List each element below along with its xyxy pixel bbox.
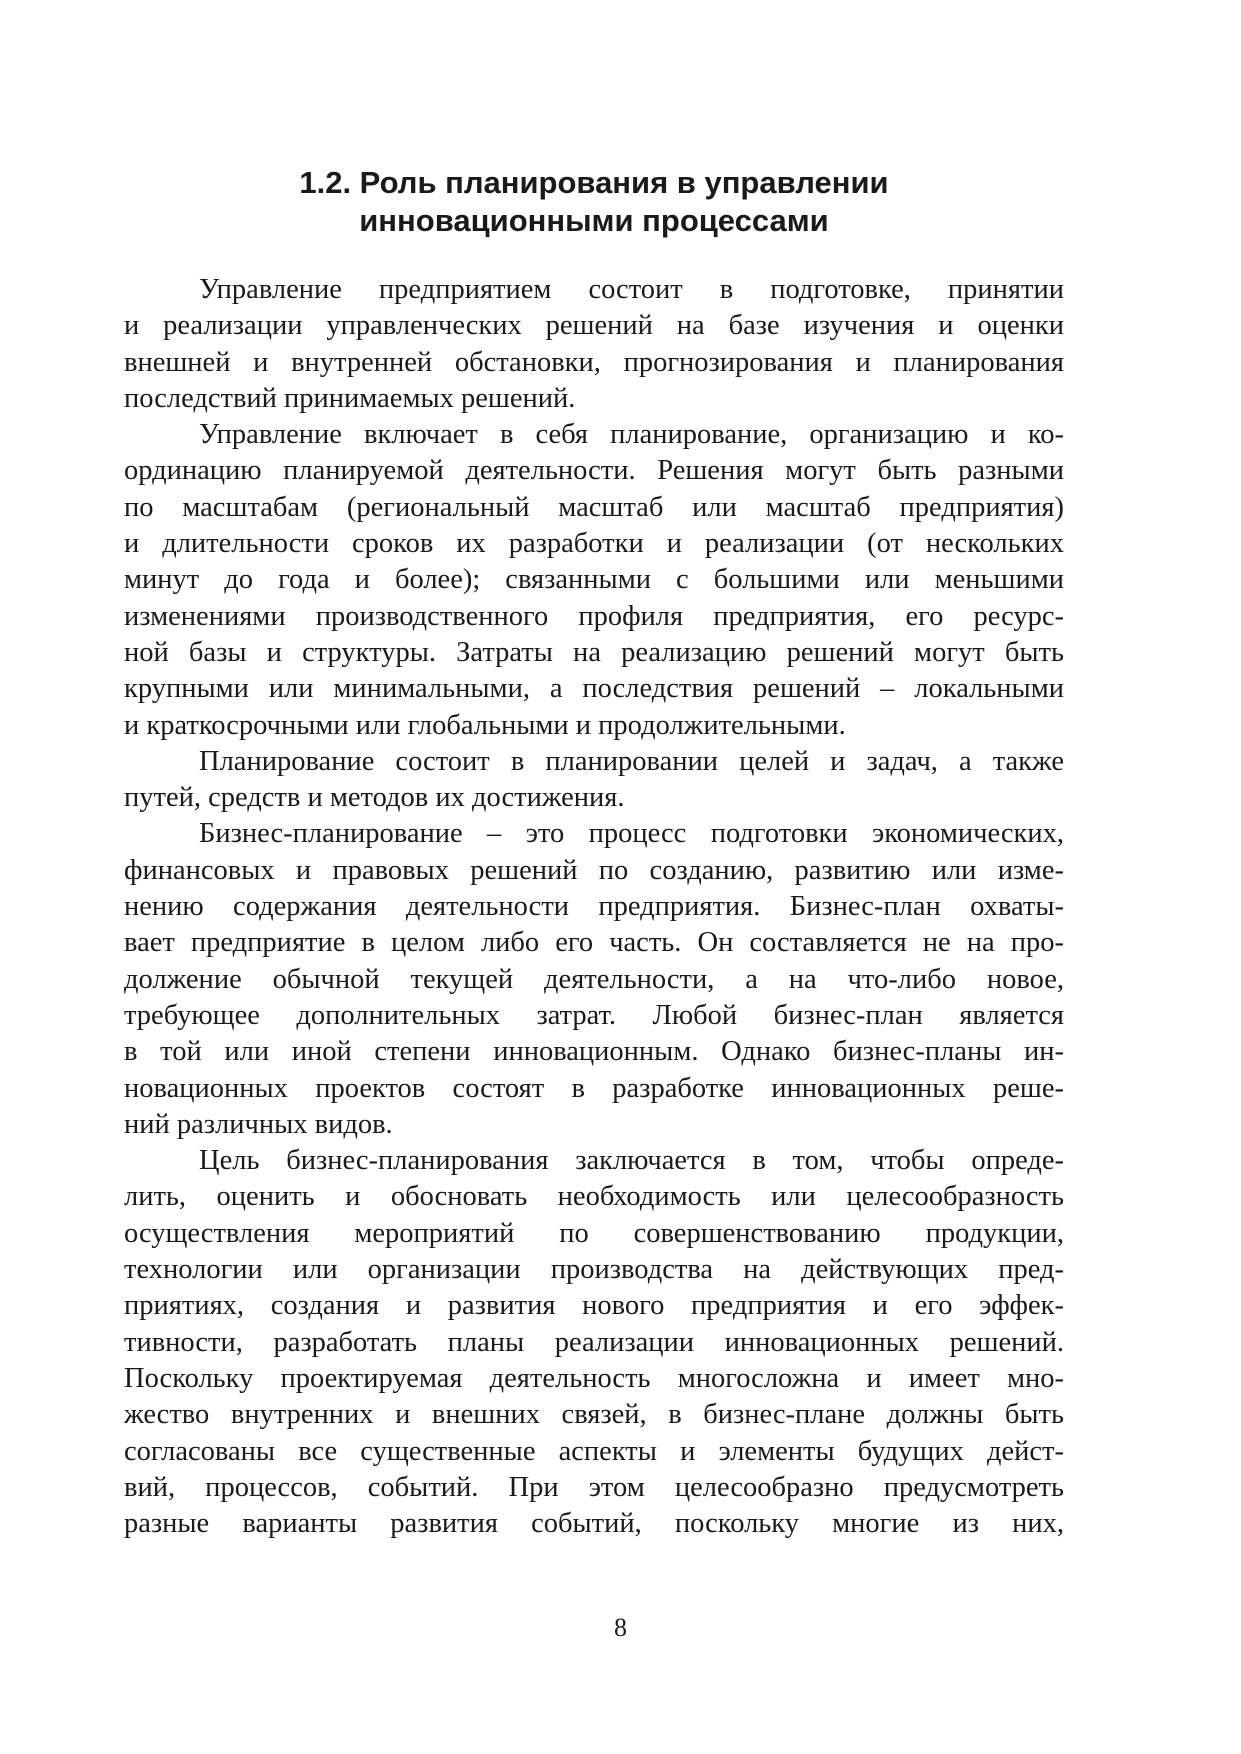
text-line: последствий принимаемых решений. xyxy=(124,382,576,414)
text-line: согласованы все существенные аспекты и элементы будущих дейст- xyxy=(124,1435,1064,1467)
section-heading xyxy=(124,164,1064,240)
text-line: Поскольку проектируемая деятельность многосложна и имеет мно- xyxy=(124,1362,1064,1394)
text-line: Бизнес-планирование – это процесс подготовки экономических, xyxy=(199,818,1064,850)
text-line: и краткосрочными или глобальными и продолжительными. xyxy=(124,709,846,741)
text-line: тивности, разработать планы реализации инновационных решений. xyxy=(124,1326,1064,1358)
text-line: приятиях, создания и развития нового предприятия и его эффек- xyxy=(124,1290,1064,1322)
section-heading-line-1: 1.2. Роль планирования в управлении xyxy=(299,165,889,200)
text-line: Управление предприятием состоит в подготовке, принятии xyxy=(199,274,1064,305)
text-line: лить, оценить и обосновать необходимость или целесообразность xyxy=(124,1181,1064,1213)
text-line: финансовых и правовых решений по созданию, развитию или изме- xyxy=(124,854,1064,886)
text-line: вает предприятие в целом либо его часть. Он составляется не на про- xyxy=(124,927,1064,959)
text-line: ной базы и структуры. Затраты на реализацию решений могут быть xyxy=(124,636,1064,668)
text-line: внешней и внутренней обстановки, прогнозирования и планирования xyxy=(124,346,1064,378)
text-line: Управление включает в себя планирование, организацию и ко- xyxy=(199,419,1064,451)
text-line: по масштабам (региональный масштаб или масштаб предприятия) xyxy=(124,491,1064,523)
page-number: 8 xyxy=(614,1613,627,1642)
text-line: крупными или минимальными, а последствия решений – локальными xyxy=(124,673,1064,705)
text-line: ординацию планируемой деятельности. Решения могут быть разными xyxy=(124,455,1064,487)
text-line: новационных проектов состоят в разработке инновационных реше- xyxy=(124,1072,1064,1104)
text-line: ний различных видов. xyxy=(124,1108,393,1140)
text-line: путей, средств и методов их достижения. xyxy=(124,782,625,814)
text-line: осуществления мероприятий по совершенствованию продукции, xyxy=(124,1217,1064,1249)
text-line: и реализации управленческих решений на базе изучения и оценки xyxy=(124,310,1064,342)
text-line: жество внутренних и внешних связей, в бизнес-плане должны быть xyxy=(124,1399,1064,1431)
text-line: должение обычной текущей деятельности, а на что-либо новое, xyxy=(124,963,1064,995)
section-heading-line-2: инновационными процессами xyxy=(359,203,829,238)
text-line: минут до года и более); связанными с большими или меньшими xyxy=(124,564,1064,596)
text-line: нению содержания деятельности предприятия. Бизнес-план охваты- xyxy=(124,891,1064,923)
text-line: технологии или организации производства на действующих пред- xyxy=(124,1254,1064,1286)
text-line: Цель бизнес-планирования заключается в том, чтобы опреде- xyxy=(199,1145,1064,1177)
text-line: разные варианты развития событий, поскольку многие из них, xyxy=(124,1508,1064,1540)
body-text xyxy=(124,272,1064,1542)
text-line: вий, процессов, событий. При этом целесообразно предусмотреть xyxy=(124,1471,1064,1503)
text-line: в той или иной степени инновационным. Однако бизнес-планы ин- xyxy=(124,1036,1064,1068)
text-line: требующее дополнительных затрат. Любой бизнес-план является xyxy=(124,999,1064,1031)
text-line: и длительности сроков их разработки и реализации (от нескольких xyxy=(124,528,1064,560)
text-line: изменениями производственного профиля предприятия, его ресурс- xyxy=(124,600,1064,632)
text-line: Планирование состоит в планировании целей и задач, а также xyxy=(199,745,1064,777)
